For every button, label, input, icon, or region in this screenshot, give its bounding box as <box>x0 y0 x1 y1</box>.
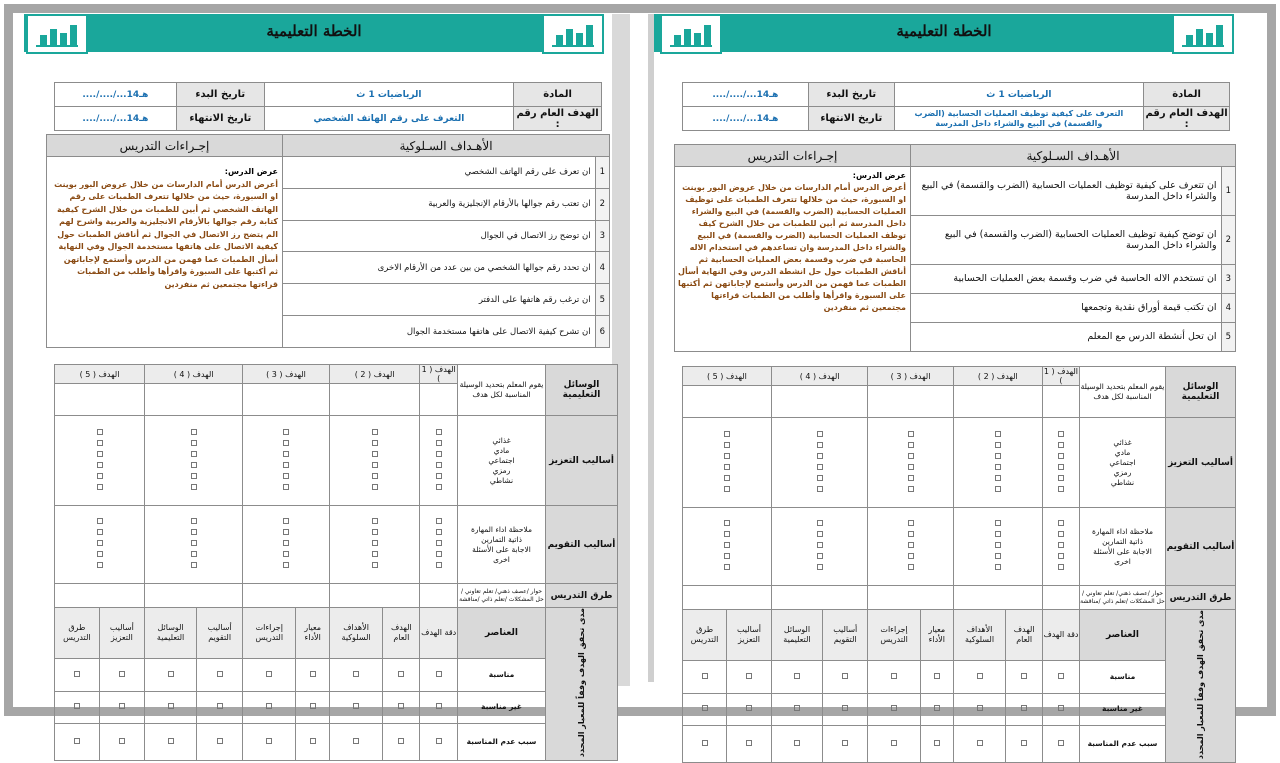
checkbox[interactable] <box>74 703 80 709</box>
checkbox[interactable] <box>436 484 442 490</box>
checkbox[interactable] <box>97 440 103 446</box>
reinforce-item: مادي <box>1114 447 1131 457</box>
checkbox[interactable] <box>372 440 378 446</box>
checkbox[interactable] <box>1058 486 1064 492</box>
checkbox[interactable] <box>283 440 289 446</box>
plan-page-left <box>18 14 616 758</box>
checkbox[interactable] <box>724 431 730 437</box>
rating-row: سبب عدم المناسبة <box>458 723 546 760</box>
checkbox[interactable] <box>283 529 289 535</box>
checkbox[interactable] <box>977 705 983 711</box>
element-col: الهدف العام <box>1006 610 1043 661</box>
checkbox[interactable] <box>995 531 1001 537</box>
checkbox[interactable] <box>724 442 730 448</box>
goal-col-2: الهدف ( 2 ) <box>329 365 420 384</box>
checkbox[interactable] <box>372 429 378 435</box>
checkbox[interactable] <box>891 705 897 711</box>
checkbox[interactable] <box>817 520 823 526</box>
procedures-body: أعرض الدرس أمام الدارسات من خلال عروض البور بوينت او السبورة، حيث من خلالها تتعرف الطمبات على رقم الهاتف الشخصي ثم أبين للطمبات من خلال الشرح كيفية كتابة رقم جوالها بالأرقام الانجليزية والعربية واشرح لهم الم يتضح رز الاتصال في الجوال ثم أناقش الطمبات حول كيفية الاتصال على هاتفها مستخدمة الجوال وفي النهاية أسأل الطمبات عما فهمن من الدرس وأستمع لإجاباتهن ثم أكتبها على السبورة واقرأها وأطلب من الطمبات قراءتها مجتمعين ثم منفردين <box>54 179 278 289</box>
checkbox[interactable] <box>266 671 272 677</box>
checkbox[interactable] <box>1021 673 1027 679</box>
assess-item: الاجابة على الأسئلة <box>472 544 531 554</box>
checkbox[interactable] <box>97 518 103 524</box>
checkbox[interactable] <box>191 484 197 490</box>
rating-row: مناسبة <box>458 659 546 691</box>
checkbox[interactable] <box>97 462 103 468</box>
checkbox[interactable] <box>1058 740 1064 746</box>
objective-text: ان تعرف على رقم الهاتف الشخصي <box>283 157 596 189</box>
checkbox[interactable] <box>817 475 823 481</box>
checkbox[interactable] <box>908 531 914 537</box>
checkbox[interactable] <box>817 564 823 570</box>
subject-value: الرياضيات 1 ث <box>264 83 513 107</box>
page-header <box>24 14 604 52</box>
checkbox[interactable] <box>995 553 1001 559</box>
goal-col-5: الهدف ( 5 ) <box>683 367 772 386</box>
checkbox[interactable] <box>724 553 730 559</box>
checkbox[interactable] <box>1058 673 1064 679</box>
page-header <box>654 14 1234 52</box>
reinforce-label: أساليب التعزيز <box>1166 418 1236 508</box>
checkbox[interactable] <box>724 475 730 481</box>
checkbox[interactable] <box>995 542 1001 548</box>
checkbox[interactable] <box>353 703 359 709</box>
objectives-table: إجـراءات التدريس الأهـداف السـلوكية ان تعرف على رقم الهاتف الشخصي 1 ان تعتب رقم جوالها بالأرقام الإنجليزية والعربية 2 ان توضح رز الاتصال في الجوال 3 ان تحدد رقم جوالها الشخصي من بين عدد من الأرقام الاخرى 4 ان ترغب رقم هاتفها على الدفتر 5 ان تشرح كيفية الاتصال على هاتفها مستخدمة الجوال 6 <box>46 134 610 348</box>
checkbox[interactable] <box>74 738 80 744</box>
checkbox[interactable] <box>908 542 914 548</box>
lesson-intro: عرض الدرس: <box>852 171 906 180</box>
checkbox[interactable] <box>372 562 378 568</box>
checkbox[interactable] <box>817 453 823 459</box>
checkbox[interactable] <box>817 442 823 448</box>
goal-col-2: الهدف ( 2 ) <box>953 367 1042 386</box>
checkbox[interactable] <box>191 540 197 546</box>
element-col: أساليب التقويم <box>197 608 243 659</box>
start-date-value: ..../..../...14هـ <box>683 83 809 107</box>
methods-label: طرق التدريس <box>1166 586 1236 610</box>
checkbox[interactable] <box>398 703 404 709</box>
assess-item: الاجابة على الأسئلة <box>1093 546 1152 556</box>
procedures-text <box>52 166 278 291</box>
checkbox[interactable] <box>995 486 1001 492</box>
checkbox[interactable] <box>168 738 174 744</box>
checkbox[interactable] <box>908 475 914 481</box>
element-col: دقة الهدف <box>420 608 458 659</box>
checkbox[interactable] <box>934 740 940 746</box>
objectives-header: الأهـداف السـلوكية <box>911 145 1236 167</box>
objective-text: ان ترغب رقم هاتفها على الدفتر <box>283 284 596 316</box>
checkbox[interactable] <box>1021 740 1027 746</box>
start-date-value: ..../..../...14هـ <box>55 83 177 107</box>
checkbox[interactable] <box>908 464 914 470</box>
checkbox[interactable] <box>353 738 359 744</box>
start-date-label: تاريخ البدء <box>808 83 894 107</box>
assess-label: أساليب التقويم <box>546 506 618 584</box>
element-col: الوسائل التعليمية <box>145 608 197 659</box>
checkbox[interactable] <box>842 740 848 746</box>
goal-col-4: الهدف ( 4 ) <box>145 365 243 384</box>
objective-text: ان تستخدم الاله الحاسبة في ضرب وقسمة بعض العمليات الحسابية <box>911 264 1222 293</box>
checkbox[interactable] <box>934 673 940 679</box>
procedures-header: إجـراءات التدريس <box>675 145 911 167</box>
checkbox[interactable] <box>191 473 197 479</box>
chart-logo-icon <box>1172 14 1234 54</box>
objective-text: ان تحل أنشطة الدرس مع المعلم <box>911 322 1222 351</box>
checkbox[interactable] <box>217 671 223 677</box>
elements-label: العناصر <box>458 608 546 659</box>
checkbox[interactable] <box>1058 442 1064 448</box>
checkbox[interactable] <box>191 529 197 535</box>
checkbox[interactable] <box>817 553 823 559</box>
checkbox[interactable] <box>283 462 289 468</box>
reinforce-item: نشاطي <box>489 475 514 485</box>
procedures-body: أعرض الدرس أمام الدارسات من خلال عروض البور بوينت او السبورة، حيث من خلالها تتعرف الطمبات على توظيف العمليات الحسابية (الضرب والقسمة) في البيع والشراء داخل المدرسة ثم أبين للطمبات من خلال الشرح كيف توظف العمليات الحسابية (الضرب والقسمة) في البيع والشراء داخل المدرسة وان تساعدهم في استخدام الاله الحاسبة في ضرب وقسمة بعض العمليات الحسابية ثم أناقش الطمبات حول حل انشطة الدرس وفي النهاية أسأل الطمبات عما فهمن من الدرس وأستمع لإجاباتهن ثم أكتبها على السبورة واقرأها وأطلب من الطمبات قراءتها مجتمعين ثم منفردين <box>678 183 906 312</box>
end-date-label: تاريخ الانتهاء <box>808 107 894 131</box>
checkbox[interactable] <box>1058 705 1064 711</box>
checkbox[interactable] <box>794 740 800 746</box>
checkbox[interactable] <box>168 703 174 709</box>
element-col: أساليب التقويم <box>823 610 868 661</box>
checkbox[interactable] <box>372 484 378 490</box>
checkbox[interactable] <box>436 671 442 677</box>
page-title: الخطة التعليمية <box>266 22 362 40</box>
checkbox[interactable] <box>842 673 848 679</box>
aids-label: الوسائل التعليمية <box>1166 367 1236 418</box>
reinforce-item: مادي <box>493 445 510 455</box>
checkbox[interactable] <box>97 484 103 490</box>
goal-value: التعرف على رقم الهاتف الشخصي <box>264 107 513 131</box>
checkbox[interactable] <box>372 473 378 479</box>
checkbox[interactable] <box>995 442 1001 448</box>
element-col: معيار الأداء <box>920 610 953 661</box>
checkbox[interactable] <box>283 484 289 490</box>
checkbox[interactable] <box>191 440 197 446</box>
checkbox[interactable] <box>283 562 289 568</box>
chart-logo-icon <box>660 14 722 54</box>
checkbox[interactable] <box>908 486 914 492</box>
start-date-label: تاريخ البدء <box>176 83 264 107</box>
procedures-header: إجـراءات التدريس <box>47 135 283 157</box>
checkbox[interactable] <box>191 462 197 468</box>
objective-text: ان توضح رز الاتصال في الجوال <box>283 220 596 252</box>
objective-text: ان تعتب رقم جوالها بالأرقام الإنجليزية والعربية <box>283 188 596 220</box>
checkbox[interactable] <box>372 540 378 546</box>
consistency-label: مدى تحقق الهدف وفقاً للمعيار المحدد <box>577 608 586 758</box>
checkbox[interactable] <box>817 531 823 537</box>
checkbox[interactable] <box>724 564 730 570</box>
checkbox[interactable] <box>1021 705 1027 711</box>
reinforce-item: اجتماعي <box>1109 457 1136 467</box>
checkbox[interactable] <box>995 475 1001 481</box>
checkbox[interactable] <box>191 429 197 435</box>
checkbox[interactable] <box>372 529 378 535</box>
subject-label: المادة <box>514 83 602 107</box>
rating-row: غير مناسبة <box>1080 693 1166 725</box>
checkbox[interactable] <box>372 451 378 457</box>
checkbox[interactable] <box>794 705 800 711</box>
checkbox[interactable] <box>724 453 730 459</box>
checkbox[interactable] <box>119 671 125 677</box>
checkbox[interactable] <box>436 518 442 524</box>
page-edge <box>648 14 654 682</box>
checkbox[interactable] <box>794 673 800 679</box>
checkbox[interactable] <box>908 564 914 570</box>
checkbox[interactable] <box>353 671 359 677</box>
checkbox[interactable] <box>436 473 442 479</box>
assessment-table <box>682 366 1236 763</box>
goal-value: التعرف على كيفية توظيف العمليات الحسابية (الضرب والقسمة) في البيع والشراء داخل المدرسة <box>894 107 1143 131</box>
element-col: طرق التدريس <box>55 608 100 659</box>
checkbox[interactable] <box>436 529 442 535</box>
reinforce-item: اجتماعي <box>488 455 515 465</box>
checkbox[interactable] <box>1058 531 1064 537</box>
checkbox[interactable] <box>977 740 983 746</box>
checkbox[interactable] <box>891 740 897 746</box>
checkbox[interactable] <box>724 520 730 526</box>
end-date-value: ..../..../...14هـ <box>683 107 809 131</box>
checkbox[interactable] <box>266 738 272 744</box>
elements-label: العناصر <box>1080 610 1166 661</box>
end-date-value: ..../..../...14هـ <box>55 107 177 131</box>
checkbox[interactable] <box>724 542 730 548</box>
checkbox[interactable] <box>908 453 914 459</box>
checkbox[interactable] <box>817 542 823 548</box>
goal-label: الهدف العام رقم : <box>1145 107 1228 130</box>
assess-item: اخرى <box>493 554 510 564</box>
element-col: الهدف العام <box>383 608 420 659</box>
checkbox[interactable] <box>817 464 823 470</box>
checkbox[interactable] <box>119 738 125 744</box>
assess-item: ملاحظة اداء المهارة <box>470 524 533 534</box>
checkbox[interactable] <box>908 520 914 526</box>
page-title: الخطة التعليمية <box>896 22 992 40</box>
checkbox[interactable] <box>436 429 442 435</box>
procedures-text <box>678 170 906 314</box>
checkbox[interactable] <box>995 431 1001 437</box>
aids-desc: يقوم المعلم بتحديد الوسيلة المناسبة لكل هدف <box>458 365 546 416</box>
rating-row: غير مناسبة <box>458 691 546 723</box>
consistency-label: مدى تحقق الهدف وفقاً للمعيار المحدد <box>1196 610 1205 760</box>
objective-text: ان تتعرف على كيفية توظيف العمليات الحسابية (الضرب والقسمة) في البيع والشراء داخل المدرسة <box>911 167 1222 216</box>
checkbox[interactable] <box>97 429 103 435</box>
assess-item: ذاتية التمارين <box>1102 536 1143 546</box>
assess-item: اخرى <box>1114 556 1131 566</box>
goal-col-3: الهدف ( 3 ) <box>243 365 330 384</box>
checkbox[interactable] <box>995 453 1001 459</box>
checkbox[interactable] <box>191 562 197 568</box>
methods-label: طرق التدريس <box>546 584 618 608</box>
checkbox[interactable] <box>1058 553 1064 559</box>
checkbox[interactable] <box>436 551 442 557</box>
element-col: الأهداف السلوكية <box>953 610 1006 661</box>
objective-text: ان تحدد رقم جوالها الشخصي من بين عدد من الأرقام الاخرى <box>283 252 596 284</box>
goal-col-5: الهدف ( 5 ) <box>55 365 145 384</box>
chart-logo-icon <box>26 14 88 54</box>
reinforce-item: نشاطي <box>1110 477 1135 487</box>
checkbox[interactable] <box>266 703 272 709</box>
checkbox[interactable] <box>398 738 404 744</box>
checkbox[interactable] <box>372 462 378 468</box>
checkbox[interactable] <box>702 740 708 746</box>
element-col: أساليب التعزيز <box>99 608 144 659</box>
assess-label: أساليب التقويم <box>1166 508 1236 586</box>
checkbox[interactable] <box>119 703 125 709</box>
aids-desc: يقوم المعلم بتحديد الوسيلة المناسبة لكل هدف <box>1080 367 1166 418</box>
element-col: دقة الهدف <box>1042 610 1079 661</box>
checkbox[interactable] <box>702 673 708 679</box>
checkbox[interactable] <box>191 451 197 457</box>
checkbox[interactable] <box>977 673 983 679</box>
objective-text: ان تكتب قيمة أوراق نقدية وتجمعها <box>911 293 1222 322</box>
assess-item: ذاتية التمارين <box>481 534 522 544</box>
checkbox[interactable] <box>372 551 378 557</box>
checkbox[interactable] <box>746 705 752 711</box>
checkbox[interactable] <box>934 705 940 711</box>
checkbox[interactable] <box>168 671 174 677</box>
checkbox[interactable] <box>97 473 103 479</box>
checkbox[interactable] <box>283 540 289 546</box>
assess-item: ملاحظة اداء المهارة <box>1091 526 1154 536</box>
checkbox[interactable] <box>217 738 223 744</box>
checkbox[interactable] <box>436 562 442 568</box>
checkbox[interactable] <box>74 671 80 677</box>
checkbox[interactable] <box>1058 475 1064 481</box>
checkbox[interactable] <box>97 540 103 546</box>
goal-col-4: الهدف ( 4 ) <box>771 367 868 386</box>
aids-label: الوسائل التعليمية <box>546 365 618 416</box>
element-col: إجراءات التدريس <box>243 608 296 659</box>
reinforce-item: غذائي <box>1113 437 1132 447</box>
info-table <box>54 82 602 131</box>
checkbox[interactable] <box>746 673 752 679</box>
checkbox[interactable] <box>283 473 289 479</box>
goal-col-1: الهدف ( 1 ) <box>1043 367 1079 385</box>
checkbox[interactable] <box>908 442 914 448</box>
checkbox[interactable] <box>1058 564 1064 570</box>
checkbox[interactable] <box>842 705 848 711</box>
checkbox[interactable] <box>1058 453 1064 459</box>
methods-text: حوار /عصف ذهني/ تعلم تعاوني /حل المشكلات /تعلم ذاتي /مناقشة <box>1080 586 1166 610</box>
reinforce-item: رمزي <box>492 465 511 475</box>
element-col: الأهداف السلوكية <box>329 608 382 659</box>
checkbox[interactable] <box>191 551 197 557</box>
plan-page-right <box>648 14 1236 760</box>
checkbox[interactable] <box>436 440 442 446</box>
checkbox[interactable] <box>436 451 442 457</box>
checkbox[interactable] <box>702 705 708 711</box>
checkbox[interactable] <box>436 738 442 744</box>
objective-text: ان تشرح كيفية الاتصال على هاتفها مستخدمة الجوال <box>283 316 596 348</box>
checkbox[interactable] <box>97 451 103 457</box>
checkbox[interactable] <box>283 429 289 435</box>
reinforce-item: غذائي <box>492 435 511 445</box>
checkbox[interactable] <box>908 553 914 559</box>
element-col: إجراءات التدريس <box>868 610 920 661</box>
checkbox[interactable] <box>436 540 442 546</box>
checkbox[interactable] <box>217 703 223 709</box>
checkbox[interactable] <box>310 738 316 744</box>
lesson-intro: عرض الدرس: <box>224 167 278 176</box>
checkbox[interactable] <box>908 431 914 437</box>
checkbox[interactable] <box>283 518 289 524</box>
element-col: طرق التدريس <box>683 610 727 661</box>
rating-row: سبب عدم المناسبة <box>1080 725 1166 762</box>
checkbox[interactable] <box>995 464 1001 470</box>
end-date-label: تاريخ الانتهاء <box>176 107 264 131</box>
checkbox[interactable] <box>724 464 730 470</box>
checkbox[interactable] <box>1058 520 1064 526</box>
assessment-table <box>54 364 618 761</box>
info-table <box>682 82 1230 131</box>
checkbox[interactable] <box>310 671 316 677</box>
goal-label: الهدف العام رقم : <box>514 107 602 131</box>
checkbox[interactable] <box>995 564 1001 570</box>
checkbox[interactable] <box>310 703 316 709</box>
checkbox[interactable] <box>436 462 442 468</box>
goal-col-3: الهدف ( 3 ) <box>868 367 953 386</box>
reinforce-item: رمزي <box>1113 467 1132 477</box>
checkbox[interactable] <box>372 518 378 524</box>
checkbox[interactable] <box>724 486 730 492</box>
checkbox[interactable] <box>1058 464 1064 470</box>
checkbox[interactable] <box>97 529 103 535</box>
subject-label: المادة <box>1144 83 1230 107</box>
checkbox[interactable] <box>97 562 103 568</box>
checkbox[interactable] <box>1058 542 1064 548</box>
rating-row: مناسبة <box>1080 661 1166 693</box>
element-col: أساليب التعزيز <box>727 610 772 661</box>
checkbox[interactable] <box>283 451 289 457</box>
checkbox[interactable] <box>746 740 752 746</box>
reinforce-label: أساليب التعزيز <box>546 416 618 506</box>
checkbox[interactable] <box>724 531 730 537</box>
chart-logo-icon <box>542 14 604 54</box>
checkbox[interactable] <box>817 486 823 492</box>
checkbox[interactable] <box>283 551 289 557</box>
checkbox[interactable] <box>191 518 197 524</box>
checkbox[interactable] <box>436 703 442 709</box>
checkbox[interactable] <box>817 431 823 437</box>
objective-text: ان توضح كيفية توظيف العمليات الحسابية (الضرب والقسمة) في البيع والشراء داخل المدرسة <box>911 215 1222 264</box>
subject-value: الرياضيات 1 ث <box>894 83 1143 107</box>
element-col: معيار الأداء <box>296 608 329 659</box>
element-col: الوسائل التعليمية <box>771 610 822 661</box>
goal-col-1: الهدف ( 1 ) <box>421 365 456 383</box>
checkbox[interactable] <box>97 551 103 557</box>
checkbox[interactable] <box>891 673 897 679</box>
checkbox[interactable] <box>1058 431 1064 437</box>
methods-text: حوار /عصف ذهني/ تعلم تعاوني /حل المشكلات /تعلم ذاتي /مناقشة <box>458 584 546 608</box>
checkbox[interactable] <box>995 520 1001 526</box>
objectives-header: الأهـداف السـلوكية <box>283 135 610 157</box>
checkbox[interactable] <box>398 671 404 677</box>
objectives-table: إجـراءات التدريس الأهـداف السـلوكية ان تتعرف على كيفية توظيف العمليات الحسابية (الضرب والقسمة) في البيع والشراء داخل المدرسة 1 ان توضح كيفية توظيف العمليات الحسابية (الضرب والقسمة) في البيع والشراء داخل المدرسة 2 ان تستخدم الاله الحاسبة في ضرب وقسمة بعض العمليات الحسابية 3 ان تكتب قيمة أوراق نقدية وتجمعها 4 ان تحل أنشطة الدرس مع المعلم 5 <box>674 144 1236 352</box>
